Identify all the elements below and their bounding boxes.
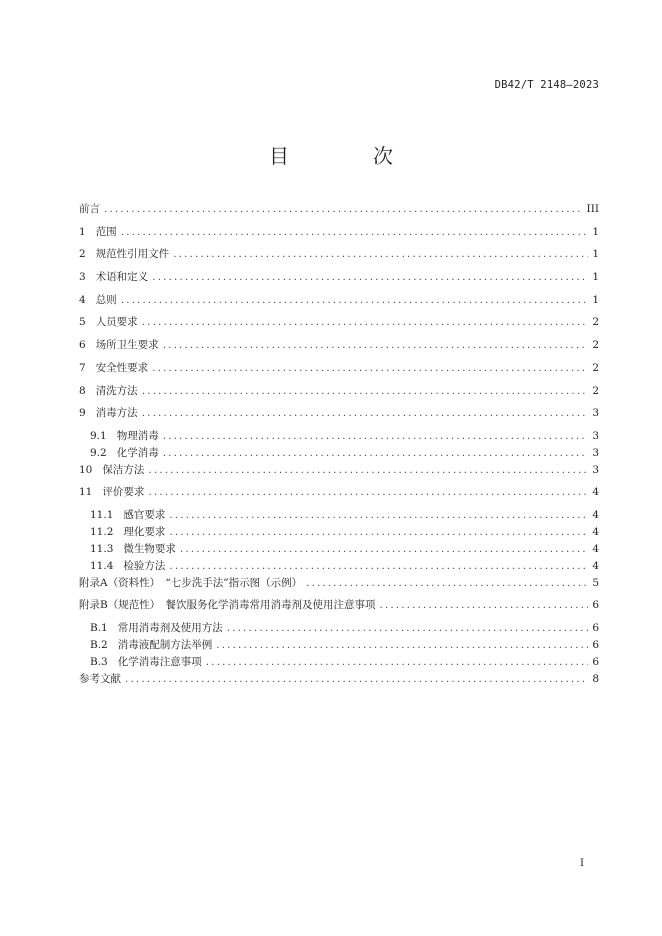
- toc-entry-label: 前言: [79, 203, 100, 215]
- toc-entry-page: 1: [592, 225, 599, 238]
- toc-entry-number: 8: [79, 384, 86, 397]
- toc-leader-dots: [163, 337, 589, 353]
- toc-entry[interactable]: [79, 445, 599, 462]
- toc-leader-dots: [169, 524, 588, 540]
- toc-entry-label: 感官要求: [123, 509, 166, 522]
- toc-entry-page: 1: [592, 271, 599, 284]
- toc-entry[interactable]: [79, 507, 599, 524]
- toc-leader-dots: [152, 269, 588, 285]
- toc-entry-page: 5: [592, 576, 599, 589]
- toc-entry-page: 6: [592, 655, 599, 668]
- toc-entry-page: 2: [592, 384, 599, 397]
- toc-entry-label: 保洁方法: [102, 463, 145, 476]
- toc-entry-label: 理化要求: [123, 525, 166, 538]
- toc-entry-page: 3: [592, 429, 599, 442]
- toc-entry-number: 10: [79, 463, 93, 476]
- toc-entry[interactable]: [79, 524, 599, 541]
- toc-entry-number: 1: [79, 225, 86, 238]
- toc-entry-number: 4: [79, 293, 86, 306]
- toc-leader-dots: [163, 428, 589, 444]
- toc-entry-page: 6: [592, 621, 599, 634]
- toc-entry-page: III: [586, 203, 599, 215]
- toc-leader-dots: [121, 292, 589, 308]
- toc-entry-label: 清洗方法: [95, 384, 138, 397]
- toc-leader-dots: [379, 597, 588, 613]
- toc-entry-number: 5: [79, 316, 86, 329]
- document-id: DB42/T 2148—2023: [494, 79, 599, 91]
- toc-entry-label: 附录A（资料性） “七步洗手法”指示图（示例）: [79, 576, 303, 589]
- toc-entry-label: 参考文献: [79, 672, 121, 685]
- toc-leader-dots: [173, 246, 588, 262]
- toc-entry-number: 11.2: [90, 525, 114, 538]
- toc-entry-number: B.2: [90, 638, 108, 651]
- toc-leader-dots: [104, 201, 583, 217]
- toc-leader-dots: [121, 224, 589, 240]
- toc-leader-dots: [142, 314, 589, 330]
- toc-entry[interactable]: [79, 246, 599, 269]
- toc-entry-page: 1: [592, 248, 599, 261]
- toc-entry-number: 6: [79, 339, 86, 352]
- toc-entry-page: 3: [592, 407, 599, 420]
- toc-leader-dots: [180, 541, 588, 557]
- toc-entry-label: 消毒液配制方法举例: [117, 638, 213, 651]
- toc-leader-dots: [227, 620, 589, 636]
- toc-entry[interactable]: [79, 224, 599, 247]
- page-number: I: [580, 858, 584, 869]
- toc-leader-dots: [306, 575, 588, 591]
- table-of-contents: [79, 201, 599, 693]
- toc-entry-number: B.1: [90, 621, 108, 634]
- toc-entry-label: 微生物要求: [123, 542, 176, 555]
- toc-entry-label: 术语和定义: [95, 271, 149, 284]
- toc-entry-number: 11: [79, 486, 93, 499]
- toc-leader-dots: [142, 383, 589, 399]
- page-title: 目 次: [269, 144, 425, 168]
- toc-entry[interactable]: [79, 292, 599, 315]
- toc-entry-label: 物理消毒: [116, 429, 159, 442]
- toc-entry-label: 化学消毒注意事项: [117, 655, 202, 668]
- toc-leader-dots: [169, 558, 588, 574]
- toc-entry[interactable]: [79, 671, 599, 694]
- toc-entry-label: 化学消毒: [116, 446, 159, 459]
- toc-entry[interactable]: [79, 637, 599, 654]
- toc-entry-number: 9.2: [90, 446, 107, 459]
- toc-entry[interactable]: [79, 360, 599, 383]
- toc-entry-page: 1: [592, 293, 599, 306]
- toc-entry-label: 安全性要求: [95, 361, 149, 374]
- toc-leader-dots: [142, 405, 589, 421]
- toc-entry[interactable]: [79, 428, 599, 445]
- toc-entry[interactable]: [79, 541, 599, 558]
- toc-leader-dots: [152, 360, 588, 376]
- toc-entry-number: 11.4: [90, 559, 114, 572]
- toc-entry-number: 11.1: [90, 509, 114, 522]
- toc-entry-page: 4: [592, 486, 599, 499]
- toc-entry-page: 2: [592, 316, 599, 329]
- toc-entry-label: 评价要求: [102, 486, 145, 499]
- toc-entry-page: 4: [592, 509, 599, 522]
- toc-entry[interactable]: [79, 462, 599, 485]
- toc-entry[interactable]: [79, 269, 599, 292]
- toc-entry[interactable]: [79, 575, 599, 598]
- toc-entry-page: 4: [592, 542, 599, 555]
- toc-entry[interactable]: [79, 654, 599, 671]
- toc-entry-page: 2: [592, 361, 599, 374]
- toc-entry-label: 附录B（规范性） 餐饮服务化学消毒常用消毒剂及使用注意事项: [79, 599, 376, 612]
- toc-leader-dots: [169, 507, 588, 523]
- toc-leader-dots: [148, 462, 588, 478]
- toc-entry[interactable]: [79, 558, 599, 575]
- toc-entry[interactable]: [79, 620, 599, 637]
- toc-entry-page: 4: [592, 525, 599, 538]
- toc-entry-page: 6: [592, 638, 599, 651]
- toc-entry[interactable]: [79, 405, 599, 428]
- toc-entry-number: 9: [79, 407, 86, 420]
- toc-entry-page: 8: [592, 672, 599, 685]
- toc-entry-label: 范围: [95, 225, 117, 238]
- toc-leader-dots: [148, 484, 588, 500]
- toc-entry-label: 人员要求: [95, 316, 138, 329]
- toc-leader-dots: [125, 671, 588, 687]
- toc-entry-page: 2: [592, 339, 599, 352]
- toc-entry-label: 场所卫生要求: [95, 339, 159, 352]
- toc-leader-dots: [216, 637, 588, 653]
- toc-entry-page: 6: [592, 599, 599, 612]
- toc-entry[interactable]: [79, 201, 599, 224]
- toc-leader-dots: [206, 654, 589, 670]
- toc-entry-page: 3: [592, 463, 599, 476]
- toc-entry-label: 消毒方法: [95, 407, 138, 420]
- toc-entry-label: 检验方法: [123, 559, 166, 572]
- toc-leader-dots: [163, 445, 589, 461]
- toc-entry[interactable]: [79, 314, 599, 337]
- toc-entry[interactable]: [79, 383, 599, 406]
- toc-entry[interactable]: [79, 337, 599, 360]
- toc-entry-number: 9.1: [90, 429, 107, 442]
- toc-entry-number: 2: [79, 248, 86, 261]
- toc-entry-number: 7: [79, 361, 86, 374]
- toc-entry-label: 规范性引用文件: [95, 248, 170, 261]
- toc-entry-page: 3: [592, 446, 599, 459]
- toc-entry-number: 3: [79, 271, 86, 284]
- toc-entry[interactable]: [79, 597, 599, 620]
- toc-entry-number: B.3: [90, 655, 108, 668]
- toc-entry-page: 4: [592, 559, 599, 572]
- toc-entry[interactable]: [79, 484, 599, 507]
- toc-entry-label: 总则: [95, 293, 117, 306]
- toc-entry-number: 11.3: [90, 542, 114, 555]
- toc-entry-label: 常用消毒剂及使用方法: [117, 621, 223, 634]
